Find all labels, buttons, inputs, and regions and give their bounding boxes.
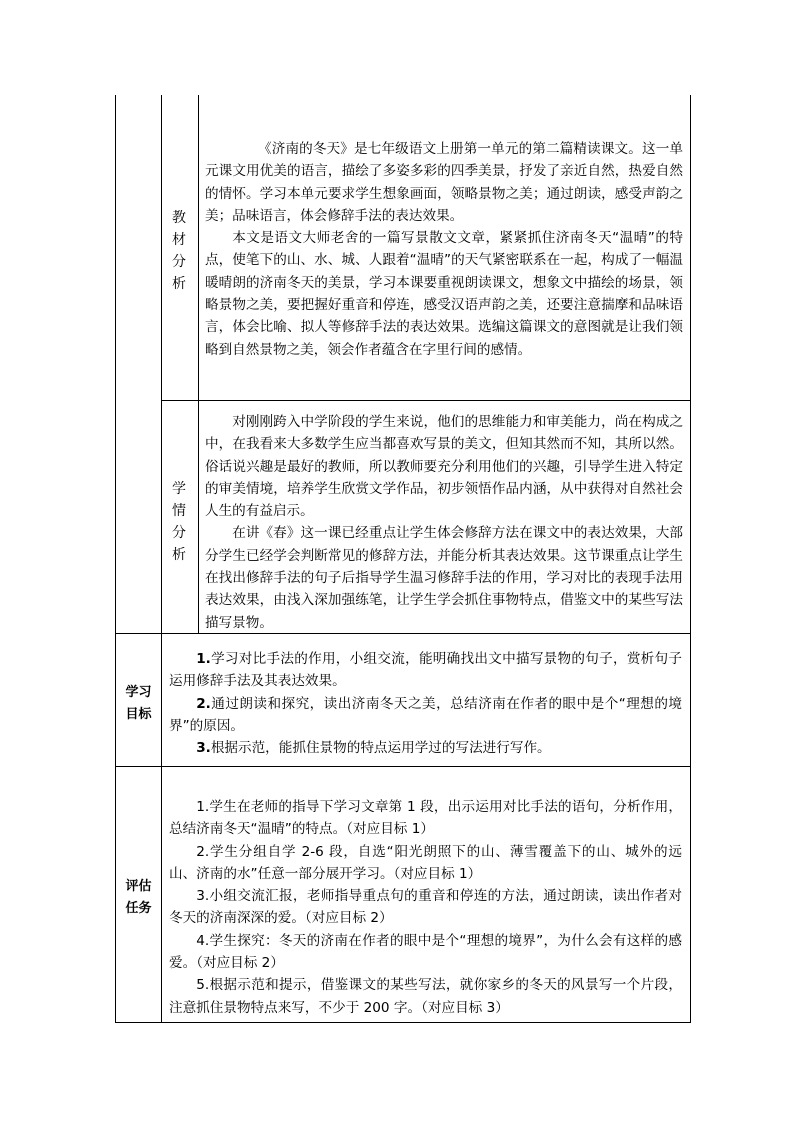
- assessment-tasks-label: [116, 876, 161, 920]
- task-item: 1.学生在老师的指导下学习文章第 1 段，出示运用对比手法的语句，分析作用，总结济南冬天“温晴”的特点。（对应目标 1）: [169, 799, 682, 838]
- goals-label-line: 学习: [125, 685, 152, 700]
- student-label-char: 析: [172, 547, 186, 563]
- goals-tasks-divider: [115, 766, 690, 767]
- goal-text: 学习对比手法的作用，小组交流，能明确找出文中描写景物的句子，赏析句子运用修辞手法及其表达效果。: [169, 651, 682, 690]
- student-analysis-label: [169, 478, 189, 566]
- goal-number: 2.: [196, 695, 211, 712]
- material-paragraph: 《济南的冬天》是七年级语文上册第一单元的第二篇精读课文。这一单元课文用优美的语言，描绘了多姿多彩的四季美景，抒发了亲近自然，热爱自然的情怀。学习本单元要求学生想象画面，领略景物之美；通过朗读，感受声韵之美；品味语言，体会修辞手法的表达效果。: [205, 141, 683, 224]
- sublabel-column-divider: [198, 95, 199, 633]
- task-item: 4.学生探究：冬天的济南在作者的眼中是个“理想的境界”，为什么会有这样的感爱。（对应目标 2）: [169, 932, 682, 972]
- material-inner-divider: [161, 400, 198, 401]
- goal-text: 通过朗读和探究，读出济南冬天之美，总结济南在作者的眼中是个“理想的境界”的原因。: [169, 695, 682, 734]
- learning-goals-content: [169, 648, 682, 759]
- table-bottom-border: [115, 1022, 691, 1023]
- student-label-char: 情: [172, 503, 186, 519]
- material-analysis-label: [169, 207, 189, 295]
- task-item: 2.学生分组自学 2-6 段，自选“阳光朗照下的山、薄雪覆盖下的山、城外的远山、济南的水”任意一部分展开学习。（对应目标 1）: [169, 843, 682, 882]
- goal-number: 1.: [196, 651, 211, 667]
- task-item: 3.小组交流汇报，老师指导重点句的重音和停连的方法，通过朗读，读出作者对冬天的济南深深的爱。（对应目标 2）: [169, 888, 682, 927]
- material-label-char: 教: [172, 210, 186, 226]
- learning-goals-label: [116, 682, 161, 726]
- goal-item: [169, 648, 682, 693]
- tasks-label-line: 评估: [125, 879, 152, 894]
- student-label-char: 学: [172, 481, 186, 497]
- goal-text: 根据示范，能抓住景物的特点运用学过的写法进行写作。: [210, 740, 551, 757]
- material-label-char: 析: [172, 276, 186, 292]
- label-column-divider: [161, 95, 162, 1023]
- goal-item: [169, 693, 682, 738]
- tasks-label-line: 任务: [125, 901, 152, 916]
- student-paragraph: 对刚刚跨入中学阶段的学生来说，他们的思维能力和审美能力，尚在构成之中，在我看来大多数学生应当都喜欢写景的美文，但知其然而不知，其所以然。俗话说兴趣是最好的教师，所以教师要充分利用他们的兴趣，引导学生进入特定的审美情境，培养学生欣赏文学作品，初步领悟作品内涵，从中获得对自然社会人生的有益启示。: [205, 414, 683, 520]
- task-item: 5.根据示范和提示，借鉴课文的某些写法，就你家乡的冬天的风景写一个片段，注意抓住景物特点来写，不少于 200 字。（对应目标 3）: [169, 977, 682, 1016]
- student-label-char: 分: [172, 525, 186, 541]
- material-analysis-content: [205, 138, 683, 361]
- material-student-divider: [198, 400, 690, 401]
- material-paragraph: 本文是语文大师老舍的一篇写景散文文章，紧紧抓住济南冬天“温晴”的特点，使笔下的山、水、城、人跟着“温晴”的天气紧密联系在一起，构成了一幅温暖晴朗的济南冬天的美景，学习本课要重视朗读课文，想象文中描绘的场景，领略景物之美，要把握好重音和停连，感受汉语声韵之美，还要注意揣摩和品味语言，体会比喻、拟人等修辞手法的表达效果。选编这篇课文的意图就是让我们领略到自然景物之美，领会作者蕴含在字里行间的感情。: [205, 230, 683, 358]
- student-paragraph: 在讲《春》这一课已经重点让学生体会修辞方法在课文中的表达效果，大部分学生已经学会判断常见的修辞方法，并能分析其表达效果。这节课重点让学生在找出修辞手法的句子后指导学生温习修辞手法的作用，学习对比的表现手法用表达效果，由浅入深加强练笔，让学生学会抓住事物特点，借鉴文中的某些写法描写景物。: [205, 525, 683, 631]
- goal-number: 3.: [196, 740, 211, 757]
- student-analysis-content: [205, 411, 683, 634]
- material-label-char: 材: [172, 232, 186, 248]
- goal-item: [169, 737, 682, 759]
- goals-label-line: 目标: [125, 707, 152, 722]
- assessment-tasks-content: [169, 796, 682, 1019]
- table-right-border: [690, 95, 691, 1023]
- material-label-char: 分: [172, 254, 186, 270]
